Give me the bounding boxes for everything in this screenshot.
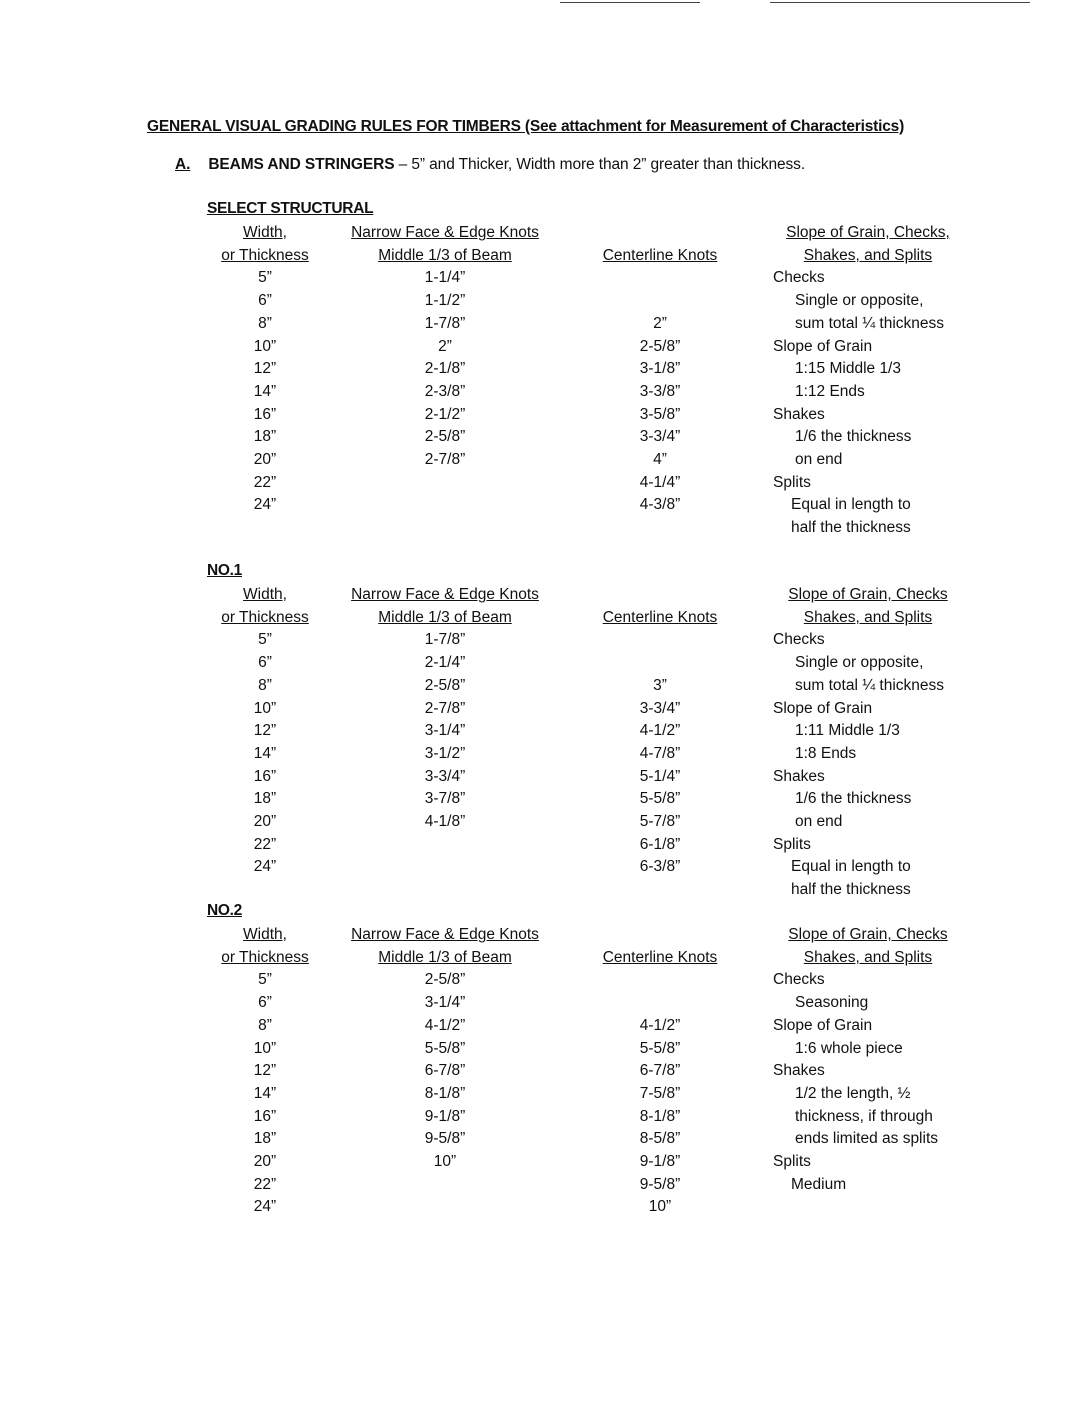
centerline-knots-cell: 3-5/8” xyxy=(639,405,681,423)
width-cell: 12” xyxy=(253,1062,277,1080)
width-cell: 22” xyxy=(253,473,277,491)
edge-knots-cell: 4-1/2” xyxy=(424,1016,466,1034)
centerline-knots-cell: 10” xyxy=(648,1198,672,1216)
width-cell: 8” xyxy=(258,314,272,332)
characteristic-note: Checks xyxy=(773,631,825,649)
edge-knots-cell: 2-5/8” xyxy=(424,676,466,694)
edge-knots-cell: 2” xyxy=(438,337,452,355)
characteristic-note: half the thickness xyxy=(791,881,911,899)
characteristic-note: 1:8 Ends xyxy=(795,744,857,762)
grade-title: NO.1 xyxy=(207,562,242,579)
characteristic-note: Equal in length to xyxy=(791,858,911,876)
edge-knots-cell: 2-1/4” xyxy=(424,654,466,672)
page-title: GENERAL VISUAL GRADING RULES FOR TIMBERS (See attachment for Measurement of Characteristics) xyxy=(147,118,905,135)
characteristic-note: 1/2 the length, ½ xyxy=(795,1084,911,1102)
column-header-width: Width, xyxy=(243,586,287,603)
centerline-knots-cell: 4-7/8” xyxy=(639,744,681,762)
column-header-width: Width, xyxy=(243,224,287,241)
characteristic-note: Slope of Grain xyxy=(773,699,873,717)
column-header-centerline: Centerline Knots xyxy=(602,246,718,264)
edge-knots-cell: 3-3/4” xyxy=(424,767,466,785)
width-cell: 6” xyxy=(258,654,272,672)
centerline-knots-cell: 6-3/8” xyxy=(639,858,681,876)
section-a-letter: A. xyxy=(175,156,191,173)
width-cell: 12” xyxy=(253,360,277,378)
width-cell: 18” xyxy=(253,1130,277,1148)
section-a-description: – 5” and Thicker, Width more than 2” greater than thickness. xyxy=(394,156,806,173)
centerline-knots-cell: 3-1/8” xyxy=(639,360,681,378)
characteristic-note: Shakes xyxy=(773,405,825,423)
width-cell: 24” xyxy=(253,858,277,876)
characteristic-note: Checks xyxy=(773,269,825,287)
column-header-width: or Thickness xyxy=(221,948,309,966)
scan-artifact-line xyxy=(770,2,1030,3)
width-cell: 14” xyxy=(253,1084,277,1102)
centerline-knots-cell: 5-7/8” xyxy=(639,813,681,830)
width-cell: 22” xyxy=(253,1175,277,1193)
centerline-knots-cell: 2” xyxy=(653,314,667,332)
width-cell: 10” xyxy=(253,1039,277,1057)
width-cell: 5” xyxy=(258,631,272,649)
column-header-knots: Narrow Face & Edge Knots xyxy=(351,224,539,241)
centerline-knots-cell: 3” xyxy=(653,676,667,694)
scan-artifact-line xyxy=(560,2,700,3)
edge-knots-cell: 4-1/8” xyxy=(424,813,466,830)
characteristic-note: half the thickness xyxy=(791,519,911,537)
centerline-knots-cell: 8-1/8” xyxy=(639,1107,681,1125)
width-cell: 14” xyxy=(253,382,277,400)
characteristic-note: ends limited as splits xyxy=(795,1130,939,1148)
centerline-knots-cell: 4-1/2” xyxy=(639,1016,681,1034)
width-cell: 6” xyxy=(258,292,272,310)
column-header-width: Width, xyxy=(243,926,287,943)
width-cell: 16” xyxy=(253,767,277,785)
characteristic-note: Splits xyxy=(773,1153,811,1170)
edge-knots-cell: 9-5/8” xyxy=(424,1130,466,1148)
width-cell: 24” xyxy=(253,1198,277,1216)
edge-knots-cell: 2-5/8” xyxy=(424,428,466,446)
centerline-knots-cell: 9-1/8” xyxy=(639,1153,681,1170)
column-header-notes: Shakes, and Splits xyxy=(803,608,933,626)
edge-knots-cell: 1-1/2” xyxy=(424,292,466,310)
edge-knots-cell: 8-1/8” xyxy=(424,1084,466,1102)
edge-knots-cell: 3-1/4” xyxy=(424,722,466,740)
centerline-knots-cell: 4” xyxy=(653,451,667,468)
centerline-knots-cell: 9-5/8” xyxy=(639,1175,681,1193)
characteristic-note: sum total ¼ thickness xyxy=(795,676,945,694)
edge-knots-cell: 6-7/8” xyxy=(424,1062,466,1080)
edge-knots-cell: 2-7/8” xyxy=(424,699,466,717)
centerline-knots-cell: 2-5/8” xyxy=(639,337,681,355)
column-header-notes: Slope of Grain, Checks xyxy=(788,586,948,603)
characteristic-note: Seasoning xyxy=(795,994,869,1012)
edge-knots-cell: 1-1/4” xyxy=(424,269,466,287)
characteristic-note: Shakes xyxy=(773,767,825,785)
characteristic-note: sum total ¼ thickness xyxy=(795,314,945,332)
characteristic-note: Splits xyxy=(773,835,811,853)
characteristic-note: 1/6 the thickness xyxy=(795,428,912,446)
characteristic-note: thickness, if through xyxy=(795,1107,933,1125)
characteristic-note: Slope of Grain xyxy=(773,337,873,355)
width-cell: 8” xyxy=(258,1016,272,1034)
characteristic-note: Equal in length to xyxy=(791,496,911,514)
centerline-knots-cell: 4-1/2” xyxy=(639,722,681,740)
column-header-centerline: Centerline Knots xyxy=(602,948,718,966)
column-header-notes: Shakes, and Splits xyxy=(803,246,933,264)
width-cell: 5” xyxy=(258,971,272,989)
edge-knots-cell: 1-7/8” xyxy=(424,314,466,332)
centerline-knots-cell: 7-5/8” xyxy=(639,1084,681,1102)
edge-knots-cell: 2-1/2” xyxy=(424,405,466,423)
edge-knots-cell: 9-1/8” xyxy=(424,1107,466,1125)
edge-knots-cell: 2-3/8” xyxy=(424,382,466,400)
width-cell: 16” xyxy=(253,405,277,423)
edge-knots-cell: 3-7/8” xyxy=(424,790,466,808)
characteristic-note: Medium xyxy=(791,1175,847,1193)
section-a-title: BEAMS AND STRINGERS xyxy=(208,156,395,173)
characteristic-note: 1:6 whole piece xyxy=(795,1039,903,1057)
edge-knots-cell: 2-7/8” xyxy=(424,451,466,468)
column-header-knots: Middle 1/3 of Beam xyxy=(378,608,512,626)
characteristic-note: Shakes xyxy=(773,1062,825,1080)
edge-knots-cell: 2-1/8” xyxy=(424,360,466,378)
width-cell: 6” xyxy=(258,994,272,1012)
centerline-knots-cell: 5-5/8” xyxy=(639,790,681,808)
characteristic-note: Slope of Grain xyxy=(773,1016,873,1034)
edge-knots-cell: 3-1/2” xyxy=(424,744,466,762)
edge-knots-cell: 10” xyxy=(433,1153,457,1170)
characteristic-note: Checks xyxy=(773,971,825,989)
column-header-width: or Thickness xyxy=(221,246,309,264)
width-cell: 10” xyxy=(253,337,277,355)
centerline-knots-cell: 5-1/4” xyxy=(639,767,681,785)
grade-title: SELECT STRUCTURAL xyxy=(207,200,374,217)
width-cell: 20” xyxy=(253,1153,277,1170)
width-cell: 10” xyxy=(253,699,277,717)
column-header-notes: Slope of Grain, Checks, xyxy=(786,224,950,241)
centerline-knots-cell: 3-3/8” xyxy=(639,382,681,400)
grade-title: NO.2 xyxy=(207,902,242,919)
centerline-knots-cell: 3-3/4” xyxy=(639,428,681,446)
width-cell: 14” xyxy=(253,744,277,762)
column-header-knots: Narrow Face & Edge Knots xyxy=(351,586,539,603)
column-header-centerline: Centerline Knots xyxy=(602,608,718,626)
edge-knots-cell: 5-5/8” xyxy=(424,1039,466,1057)
edge-knots-cell: 2-5/8” xyxy=(424,971,466,989)
width-cell: 8” xyxy=(258,676,272,694)
column-header-notes: Slope of Grain, Checks xyxy=(788,926,948,943)
characteristic-note: 1:12 Ends xyxy=(795,382,865,400)
characteristic-note: 1/6 the thickness xyxy=(795,790,912,808)
edge-knots-cell: 3-1/4” xyxy=(424,994,466,1012)
centerline-knots-cell: 5-5/8” xyxy=(639,1039,681,1057)
width-cell: 12” xyxy=(253,722,277,740)
section-a-heading xyxy=(175,156,805,174)
width-cell: 5” xyxy=(258,269,272,287)
centerline-knots-cell: 6-1/8” xyxy=(639,835,681,853)
centerline-knots-cell: 3-3/4” xyxy=(639,699,681,717)
characteristic-note: 1:15 Middle 1/3 xyxy=(795,360,901,378)
characteristic-note: 1:11 Middle 1/3 xyxy=(795,722,900,740)
edge-knots-cell: 1-7/8” xyxy=(424,631,466,649)
column-header-knots: Middle 1/3 of Beam xyxy=(378,948,512,966)
characteristic-note: Splits xyxy=(773,473,811,491)
column-header-width: or Thickness xyxy=(221,608,309,626)
width-cell: 24” xyxy=(253,496,277,514)
characteristic-note: Single or opposite, xyxy=(795,654,924,672)
column-header-notes: Shakes, and Splits xyxy=(803,948,933,966)
width-cell: 22” xyxy=(253,835,277,853)
width-cell: 18” xyxy=(253,790,277,808)
width-cell: 16” xyxy=(253,1107,277,1125)
centerline-knots-cell: 6-7/8” xyxy=(639,1062,681,1080)
characteristic-note: on end xyxy=(795,451,843,468)
width-cell: 20” xyxy=(253,813,277,830)
characteristic-note: on end xyxy=(795,813,843,830)
column-header-knots: Middle 1/3 of Beam xyxy=(378,246,512,264)
width-cell: 20” xyxy=(253,451,277,468)
centerline-knots-cell: 4-3/8” xyxy=(639,496,681,514)
characteristic-note: Single or opposite, xyxy=(795,292,924,310)
column-header-knots: Narrow Face & Edge Knots xyxy=(351,926,539,943)
width-cell: 18” xyxy=(253,428,277,446)
centerline-knots-cell: 8-5/8” xyxy=(639,1130,681,1148)
centerline-knots-cell: 4-1/4” xyxy=(639,473,681,491)
